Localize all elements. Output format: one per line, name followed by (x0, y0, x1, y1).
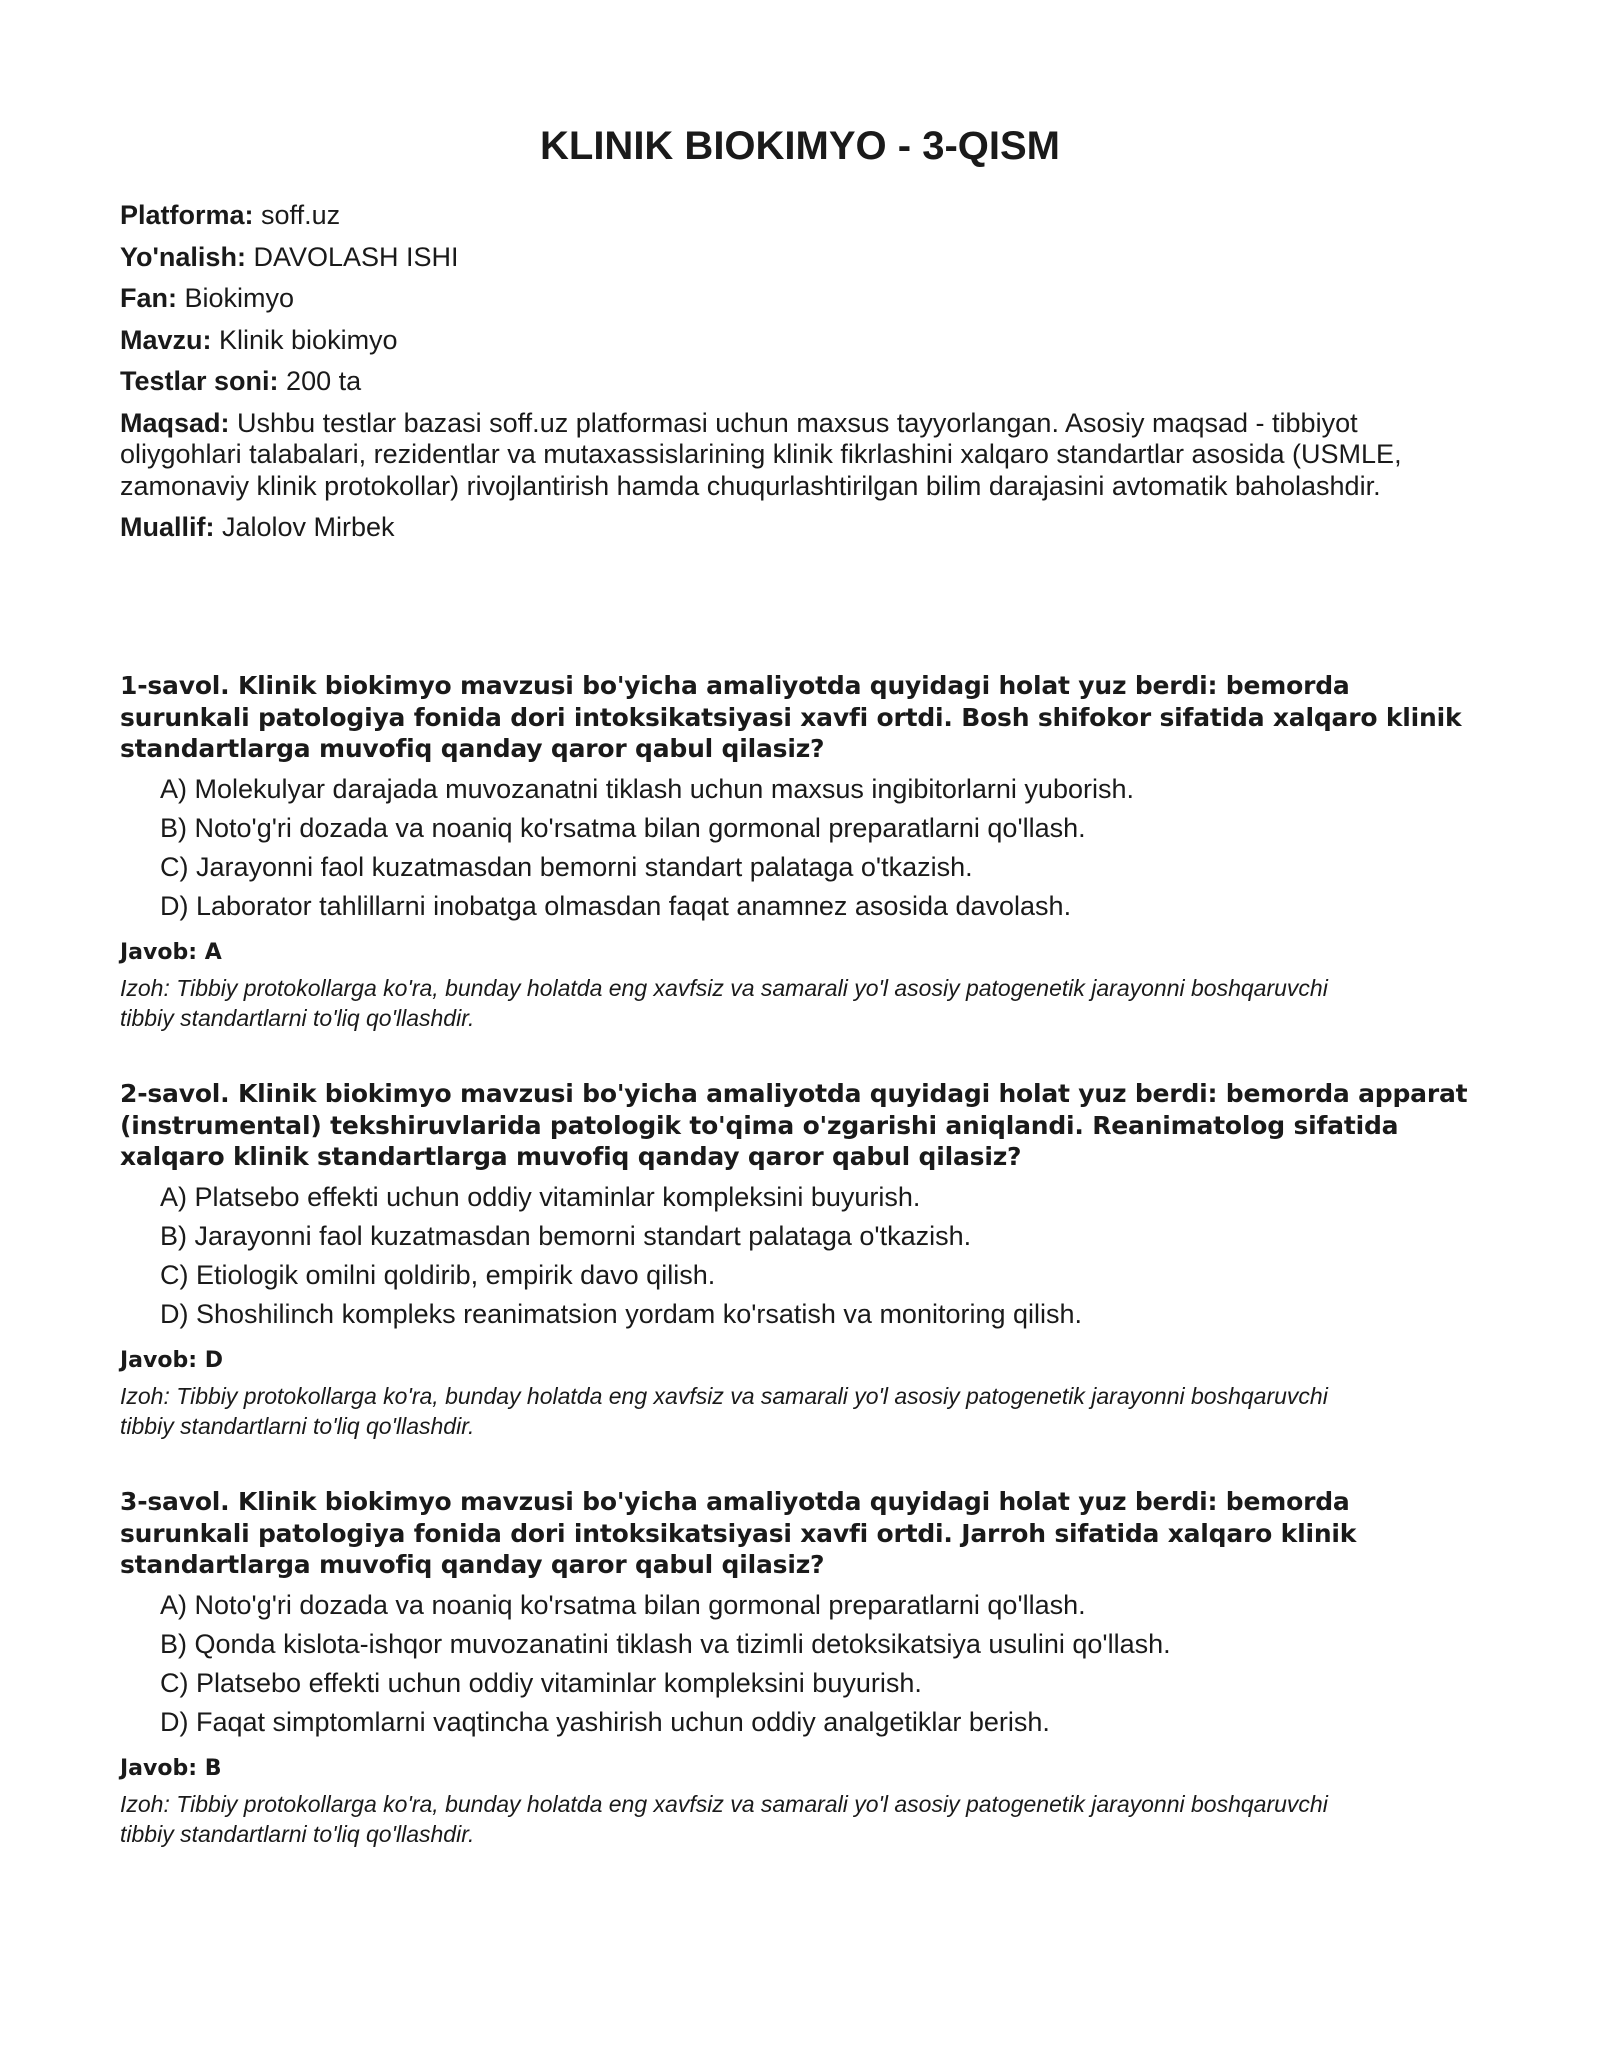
answer-label: Javob: A (120, 939, 222, 965)
option-d: D) Shoshilinch kompleks reanimatsion yordam ko'rsatish va monitoring qilish. (160, 1298, 1083, 1329)
meta-purpose: Maqsad: Ushbu testlar bazasi soff.uz platformasi uchun maxsus tayyorlangan. Asosiy maqsad - tibbiyot oliygohlari talabalari, rezidentlar va mutaxassislarining klinik fikrlashini xalqaro standartlar asosida (USMLE, zamonaviy klinik protokollar) rivojlantirish hamda chuqurlashtirilgan bilim darajasini avtomatik baholashdir. (120, 407, 1402, 501)
answer-label: Javob: D (120, 1347, 223, 1373)
option-d: D) Faqat simptomlarni vaqtincha yashirish uchun oddiy analgetiklar berish. (160, 1706, 1050, 1737)
option-a: A) Molekulyar darajada muvozanatni tiklash uchun maxsus ingibitorlarni yuborish. (160, 773, 1134, 804)
option-b: B) Noto'g'ri dozada va noaniq ko'rsatma bilan gormonal preparatlarni qo'llash. (160, 812, 1086, 843)
page-title: KLINIK BIOKIMYO - 3-QISM (540, 124, 1060, 168)
explanation-note: Izoh: Tibbiy protokollarga ko'ra, bunday holatda eng xavfsiz va samarali yo'l asosiy patogenetik jarayonni boshqaruvchi tibbiy standartlarni to'liq qo'llashdir. (120, 1382, 1328, 1439)
option-list (120, 1183, 1480, 1329)
option-a: A) Noto'g'ri dozada va noaniq ko'rsatma bilan gormonal preparatlarni qo'llash. (160, 1589, 1086, 1620)
explanation-note: Izoh: Tibbiy protokollarga ko'ra, bunday holatda eng xavfsiz va samarali yo'l asosiy patogenetik jarayonni boshqaruvchi tibbiy standartlarni to'liq qo'llashdir. (120, 974, 1328, 1031)
option-c: C) Platsebo effekti uchun oddiy vitaminlar kompleksini buyurish. (160, 1667, 922, 1698)
meta-platform: Platforma: soff.uz (120, 200, 341, 230)
option-b: B) Qonda kislota-ishqor muvozanatini tiklash va tizimli detoksikatsiya usulini qo'llash. (160, 1628, 1171, 1659)
question-2 (120, 1078, 1480, 1441)
question-text: 1-savol. Klinik biokimyo mavzusi bo'yicha amaliyotda quyidagi holat yuz berdi: bemorda surunkali patologiya fonida dori intoksikatsiyasi xavfi ortdi. Bosh shifokor sifatida xalqaro klinik standartlarga muvofiq qanday qaror qabul qilasiz? (120, 671, 1462, 763)
question-3 (120, 1486, 1480, 1849)
question-1 (120, 670, 1480, 1033)
meta-author: Muallif: Jalolov Mirbek (120, 512, 395, 542)
option-d: D) Laborator tahlillarni inobatga olmasdan faqat anamnez asosida davolash. (160, 890, 1072, 921)
option-list (120, 1591, 1480, 1737)
meta-direction: Yo'nalish: DAVOLASH ISHI (120, 241, 459, 272)
question-text: 2-savol. Klinik biokimyo mavzusi bo'yicha amaliyotda quyidagi holat yuz berdi: bemorda apparat (instrumental) tekshiruvlarida patologik to'qima o'zgarishi aniqlandi. Reanimatolog sifatida xalqaro klinik standartlarga muvofiq qanday qaror qabul qilasiz? (120, 1079, 1468, 1171)
meta-subject: Fan: Biokimyo (120, 283, 295, 313)
metadata-section (120, 200, 1480, 554)
option-c: C) Jarayonni faol kuzatmasdan bemorni standart palataga o'tkazish. (160, 851, 973, 882)
meta-test-count: Testlar soni: 200 ta (120, 366, 362, 396)
answer-label: Javob: B (120, 1755, 222, 1781)
question-text: 3-savol. Klinik biokimyo mavzusi bo'yicha amaliyotda quyidagi holat yuz berdi: bemorda surunkali patologiya fonida dori intoksikatsiyasi xavfi ortdi. Jarroh sifatida xalqaro klinik standartlarga muvofiq qanday qaror qabul qilasiz? (120, 1487, 1357, 1579)
option-b: B) Jarayonni faol kuzatmasdan bemorni standart palataga o'tkazish. (160, 1220, 972, 1251)
option-list (120, 775, 1480, 921)
explanation-note: Izoh: Tibbiy protokollarga ko'ra, bunday holatda eng xavfsiz va samarali yo'l asosiy patogenetik jarayonni boshqaruvchi tibbiy standartlarni to'liq qo'llashdir. (120, 1790, 1328, 1847)
meta-topic: Mavzu: Klinik biokimyo (120, 324, 398, 355)
option-c: C) Etiologik omilni qoldirib, empirik davo qilish. (160, 1259, 716, 1290)
option-a: A) Platsebo effekti uchun oddiy vitaminlar kompleksini buyurish. (160, 1181, 921, 1212)
